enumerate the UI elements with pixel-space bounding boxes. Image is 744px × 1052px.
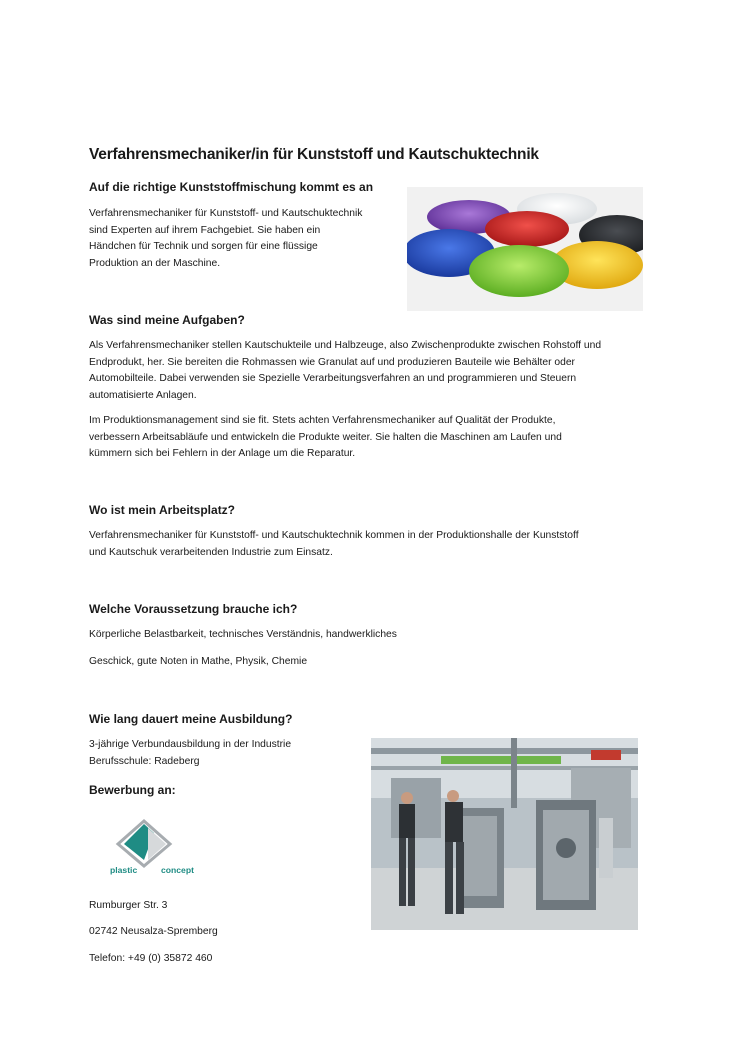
address-street: Rumburger Str. 3 bbox=[89, 900, 168, 911]
application-heading: Bewerbung an: bbox=[89, 783, 176, 797]
requirements-line-1: Körperliche Belastbarkeit, technisches Verständnis, handwerkliches bbox=[89, 629, 397, 640]
tasks-heading: Was sind meine Aufgaben? bbox=[89, 313, 245, 327]
page-title: Verfahrensmechaniker/in für Kunststoff und Kautschuktechnik bbox=[89, 146, 539, 163]
workplace-text: Verfahrensmechaniker für Kunststoff- und Kautschuktechnik kommen in der Produktionshalle der Kunststoff und Kautschuk verarbeitenden Industrie zum Einsatz. bbox=[89, 530, 579, 558]
plastic-concept-logo bbox=[108, 818, 208, 880]
intro-heading: Auf die richtige Kunststoffmischung kommt es an bbox=[89, 180, 374, 194]
requirements-line-2: Geschick, gute Noten in Mathe, Physik, Chemie bbox=[89, 656, 308, 667]
duration-heading: Wie lang dauert meine Ausbildung? bbox=[89, 712, 293, 726]
intro-text: Verfahrensmechaniker für Kunststoff- und Kautschuktechnik sind Experten auf ihrem Fachgebiet. Sie haben ein Händchen für Technik und sorgen für eine flüssige Produktion an der Maschine. bbox=[89, 208, 363, 269]
logo-word-concept: concept bbox=[161, 865, 194, 875]
tasks-paragraph-1: Als Verfahrensmechaniker stellen Kautschukteile und Halbzeuge, also Zwischenprodukte zwischen Rohstoff und Endprodukt, her. Sie bereiten die Rohmassen wie Granulat auf und produzieren Bauteile wie Behälter oder Automobilteile. Dabei verwenden sie Spezielle Verarbeitungsverfahren an und programmieren und Steuern automatisierte Anlagen. bbox=[89, 340, 602, 401]
factory-workers-photo bbox=[371, 738, 638, 930]
tasks-paragraph-2: Im Produktionsmanagement sind sie fit. Stets achten Verfahrensmechaniker auf Qualität der Produkte, verbessern Arbeitsabläufe und entwickeln die Produkte weiter. Sie halten die Maschinen am Laufen und kümmern sich bei Fehlern in der Anlage um die Reparatur. bbox=[89, 415, 562, 459]
plastic-granules-photo bbox=[407, 187, 643, 311]
logo-word-plastic: plastic bbox=[110, 865, 138, 875]
duration-text: 3-jährige Verbundausbildung in der Industrie Berufsschule: Radeberg bbox=[89, 739, 292, 767]
address-city: 02742 Neusalza-Spremberg bbox=[89, 926, 218, 937]
address-phone: Telefon: +49 (0) 35872 460 bbox=[89, 953, 213, 964]
requirements-heading: Welche Voraussetzung brauche ich? bbox=[89, 602, 298, 616]
workplace-heading: Wo ist mein Arbeitsplatz? bbox=[89, 503, 236, 517]
